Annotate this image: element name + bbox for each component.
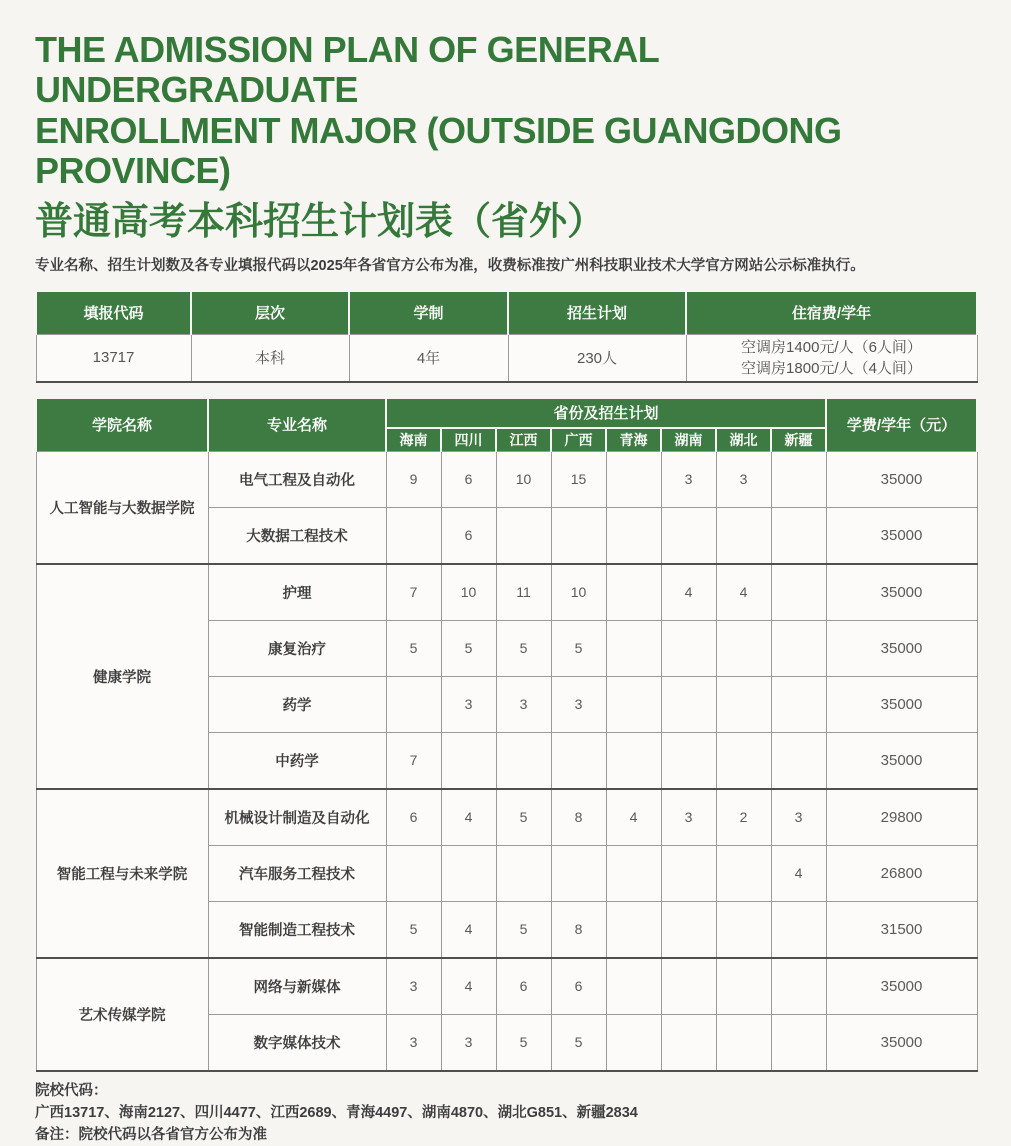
plan-count-cell: 7 (386, 732, 441, 789)
plan-count-cell: 8 (551, 789, 606, 846)
plan-count-cell (386, 507, 441, 564)
plan-count-cell: 6 (386, 789, 441, 846)
accommodation-line-1: 空调房1400元/人（6人间） (741, 338, 922, 356)
tuition-cell: 29800 (826, 789, 977, 846)
plan-count-cell: 3 (661, 789, 716, 846)
plan-count-cell (661, 507, 716, 564)
plan-count-cell (771, 507, 826, 564)
plan-count-cell: 8 (551, 901, 606, 958)
title-en-line2: ENROLLMENT MAJOR (OUTSIDE GUANGDONG PROVINCE) (35, 109, 842, 191)
plan-count-cell: 4 (441, 901, 496, 958)
header-province-group: 省份及招生计划 (386, 398, 826, 428)
enrollment-plan-value: 230人 (508, 334, 686, 382)
header-tuition: 学费/学年（元） (826, 398, 977, 452)
plan-row (36, 958, 977, 1015)
major-name-cell: 机械设计制造及自动化 (208, 789, 386, 846)
plan-count-cell (661, 958, 716, 1015)
plan-count-cell: 6 (441, 451, 496, 507)
title-en-line1: THE ADMISSION PLAN OF GENERAL UNDERGRADUATE (35, 29, 659, 111)
major-name-cell: 康复治疗 (208, 620, 386, 676)
major-name-cell: 智能制造工程技术 (208, 901, 386, 958)
tuition-cell: 35000 (826, 1014, 977, 1071)
plan-count-cell (496, 845, 551, 901)
tuition-cell: 35000 (826, 958, 977, 1015)
plan-count-cell (661, 732, 716, 789)
plan-count-cell (606, 845, 661, 901)
province-header: 湖北 (716, 428, 771, 452)
plan-count-cell (661, 1014, 716, 1071)
plan-count-cell (771, 901, 826, 958)
plan-count-cell (441, 845, 496, 901)
plan-count-cell: 3 (771, 789, 826, 846)
tuition-cell: 35000 (826, 620, 977, 676)
province-header: 海南 (386, 428, 441, 452)
plan-count-cell: 4 (771, 845, 826, 901)
plan-count-cell (551, 845, 606, 901)
accommodation-fee-value (686, 334, 977, 382)
footer-notes (35, 1080, 976, 1146)
plan-count-cell: 5 (551, 620, 606, 676)
plan-count-cell: 11 (496, 564, 551, 621)
plan-count-cell (716, 958, 771, 1015)
plan-count-cell (606, 958, 661, 1015)
header-accommodation-fee: 住宿费/学年 (686, 291, 977, 335)
plan-count-cell (496, 732, 551, 789)
plan-row (36, 451, 977, 507)
plan-count-cell (771, 620, 826, 676)
tuition-cell: 35000 (826, 451, 977, 507)
header-major-name: 专业名称 (208, 398, 386, 452)
plan-count-cell: 5 (386, 620, 441, 676)
plan-count-cell (771, 1014, 826, 1071)
plan-count-cell (716, 620, 771, 676)
plan-count-cell: 3 (716, 451, 771, 507)
plan-count-cell (661, 620, 716, 676)
plan-count-cell (716, 676, 771, 732)
plan-count-cell (661, 676, 716, 732)
plan-count-cell: 10 (551, 564, 606, 621)
plan-count-cell (606, 507, 661, 564)
plan-count-cell (771, 676, 826, 732)
plan-count-cell: 5 (496, 1014, 551, 1071)
summary-data-row (36, 334, 977, 382)
plan-row (36, 789, 977, 846)
college-name-cell: 智能工程与未来学院 (36, 789, 208, 958)
plan-count-cell (441, 732, 496, 789)
header-application-code: 填报代码 (36, 291, 191, 335)
tuition-cell: 31500 (826, 901, 977, 958)
major-name-cell: 电气工程及自动化 (208, 451, 386, 507)
plan-count-cell: 5 (496, 620, 551, 676)
plan-count-cell: 3 (496, 676, 551, 732)
plan-count-cell: 10 (496, 451, 551, 507)
province-header: 四川 (441, 428, 496, 452)
plan-count-cell (606, 732, 661, 789)
province-header: 广西 (551, 428, 606, 452)
footer-codes-title: 院校代码： (35, 1082, 108, 1099)
plan-count-cell: 3 (441, 676, 496, 732)
plan-count-cell (716, 845, 771, 901)
plan-count-cell (661, 901, 716, 958)
plan-count-cell (606, 451, 661, 507)
plan-table (35, 397, 978, 1072)
plan-count-cell: 4 (661, 564, 716, 621)
plan-count-cell: 4 (606, 789, 661, 846)
plan-count-cell (386, 676, 441, 732)
plan-count-cell (771, 451, 826, 507)
plan-count-cell: 5 (551, 1014, 606, 1071)
plan-count-cell: 9 (386, 451, 441, 507)
plan-count-cell: 3 (551, 676, 606, 732)
major-name-cell: 数字媒体技术 (208, 1014, 386, 1071)
plan-count-cell: 5 (441, 620, 496, 676)
header-enrollment-plan: 招生计划 (508, 291, 686, 335)
summary-table (35, 290, 978, 383)
footer-codes-list: 广西13717、海南2127、四川4477、江西2689、青海4497、湖南4870、湖北G851、新疆2834 (35, 1104, 638, 1121)
major-name-cell: 网络与新媒体 (208, 958, 386, 1015)
page-title-chinese: 普通高考本科招生计划表（省外） (35, 201, 606, 244)
note-text: 专业名称、招生计划数及各专业填报代码以2025年各省官方公布为准，收费标准按广州科技职业技术大学官方网站公示标准执行。 (35, 257, 865, 274)
plan-count-cell (716, 507, 771, 564)
plan-count-cell: 15 (551, 451, 606, 507)
major-name-cell: 护理 (208, 564, 386, 621)
province-header: 新疆 (771, 428, 826, 452)
province-header: 青海 (606, 428, 661, 452)
summary-header-row (36, 291, 977, 335)
tuition-cell: 35000 (826, 676, 977, 732)
plan-count-cell: 4 (441, 789, 496, 846)
page-title-english (35, 30, 976, 191)
plan-count-cell: 3 (386, 958, 441, 1015)
tuition-cell: 35000 (826, 732, 977, 789)
plan-count-cell (606, 564, 661, 621)
header-college-name: 学院名称 (36, 398, 208, 452)
plan-count-cell: 5 (386, 901, 441, 958)
plan-count-cell: 2 (716, 789, 771, 846)
plan-count-cell (606, 676, 661, 732)
province-header: 江西 (496, 428, 551, 452)
plan-count-cell (661, 845, 716, 901)
plan-count-cell: 6 (551, 958, 606, 1015)
tuition-cell: 35000 (826, 564, 977, 621)
major-name-cell: 药学 (208, 676, 386, 732)
plan-count-cell (551, 732, 606, 789)
plan-count-cell (496, 507, 551, 564)
plan-count-cell (551, 507, 606, 564)
plan-count-cell (386, 845, 441, 901)
province-header: 湖南 (661, 428, 716, 452)
plan-count-cell (716, 732, 771, 789)
college-name-cell: 艺术传媒学院 (36, 958, 208, 1071)
plan-row (36, 564, 977, 621)
college-name-cell: 人工智能与大数据学院 (36, 451, 208, 564)
plan-count-cell: 4 (716, 564, 771, 621)
plan-count-cell (716, 1014, 771, 1071)
header-duration: 学制 (349, 291, 508, 335)
plan-count-cell (606, 901, 661, 958)
duration-value: 4年 (349, 334, 508, 382)
plan-count-cell (716, 901, 771, 958)
application-code-value: 13717 (36, 334, 191, 382)
plan-count-cell (771, 958, 826, 1015)
tuition-cell: 35000 (826, 507, 977, 564)
college-name-cell: 健康学院 (36, 564, 208, 789)
accommodation-line-2: 空调房1800元/人（4人间） (741, 359, 922, 377)
plan-count-cell: 4 (441, 958, 496, 1015)
plan-count-cell: 7 (386, 564, 441, 621)
plan-count-cell (771, 564, 826, 621)
plan-count-cell (606, 1014, 661, 1071)
plan-count-cell: 5 (496, 901, 551, 958)
header-level: 层次 (191, 291, 349, 335)
plan-count-cell: 6 (496, 958, 551, 1015)
plan-count-cell: 10 (441, 564, 496, 621)
plan-header-main-row (36, 398, 977, 428)
plan-count-cell: 3 (441, 1014, 496, 1071)
major-name-cell: 大数据工程技术 (208, 507, 386, 564)
plan-count-cell: 5 (496, 789, 551, 846)
plan-count-cell: 3 (386, 1014, 441, 1071)
plan-count-cell: 6 (441, 507, 496, 564)
major-name-cell: 中药学 (208, 732, 386, 789)
plan-count-cell: 3 (661, 451, 716, 507)
plan-count-cell (771, 732, 826, 789)
plan-count-cell (606, 620, 661, 676)
level-value: 本科 (191, 334, 349, 382)
footer-remark: 备注：院校代码以各省官方公布为准 (35, 1126, 267, 1143)
tuition-cell: 26800 (826, 845, 977, 901)
major-name-cell: 汽车服务工程技术 (208, 845, 386, 901)
